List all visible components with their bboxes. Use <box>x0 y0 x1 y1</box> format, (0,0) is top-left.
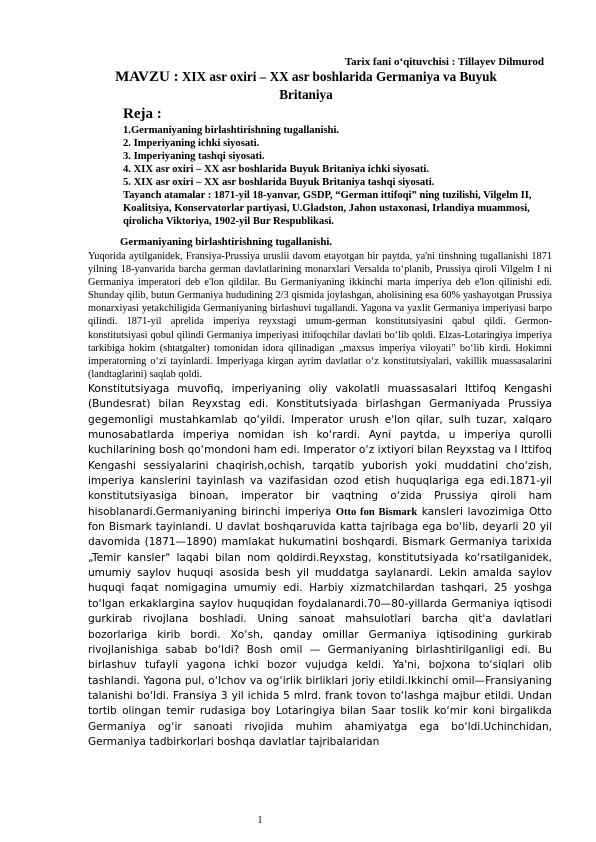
teacher-line: Tarix fani o‘qituvchisi : Tillayev Dilmurod <box>344 56 544 68</box>
intro-paragraph: Yuqorida aytilganidek, Fransiya-Prussiya uruslii davom etayotgan bir paytda, ya'ni tinshning tugallanishi 1871 yilning 18-yanvarida barcha german davlatlarining monarxlari Versalda to‘planib, Prussiya qiroli Vilgelm I ni Germaniya imperatori deb e'lon qildilar. Bu Germaniyaning ikkinchi marta imperiya deb e'lon qilinishi edi. Shunday qilib, butun Germaniya hududining 2/3 qismida joylashgan, aholisining esa 60% yashayotgan Prussiya monarxiyasi yetakchiligida Germaniyaning birlashuvi tugallandi. Yagona va yaxlit Germaniya imperiyasi barpo qilindi. 1871-yil aprelida imperiya reyxstagi umum-german konstitutsiyasini qabul qildi. Germon- konstitutsiyasi qobul qilindi Germaniya imperiyasi ittifoqchilar davlati bo‘lib qoldi. Elzas-Lotaringiya imperiya tarkibiga hokim (shtatgalter) tomonidan idora qilinadigan „maxsus imperiya viloyati" bo‘lib kirdi. Hokimni imperatorning o‘zi tayinlardi. Imperiyaga kirgan ayrim davlatlar o‘z konstitutsiyalari, vakillik muassasalarini (landtaglarini) saqlab qoldi. <box>88 251 552 380</box>
main-text-part1: Konstitutsiyaga muvofiq, imperiyaning oliy vakolatli muassasalari Ittifoq Kengashi (Bundesrat) bilan Reyxstag edi. Konstitutsiyada birlashgan Germaniyada Prussiya gegemonligi mustahkamlab qo‘yildi. Imperator urush e'lon qilar, sulh tuzar, xalqaro munosabatlarda imperiya nomidan ish ko‘rardi. Ayni paytda, u imperiya qurolli kuchilarining bosh qo‘mondoni ham edi. Imperator o‘z ixtiyori bilan Reyxstag va I Ittifoq Kengashi sessiyalarini chaqirish,ochish, tarqatib yuborish yoki muddatini cho‘zish, imperiya kanslerini tayinlash va vazifasidan ozod etish huquqlariga ega edi.1871-yil konstitutsiyasiga binoan, imperator bir vaqtning o‘zida Prussiya qiroli ham hisoblanardi.Germaniyaning birinchi imperiya <box>88 383 552 518</box>
bold-name: Otto fon Bismark <box>335 506 418 518</box>
lesson-plan <box>123 105 553 228</box>
plan-item: 2. Imperiyaning ichki siyosati. <box>123 138 260 149</box>
topic-label: MAVZU : <box>115 69 179 85</box>
section-heading: Germaniyaning birlashtirishning tugallanishi. <box>120 236 333 248</box>
key-terms: Tayanch atamalar : 1871-yil 18-yanvar, GSDP, “German ittifoqi” ning tuzilishi, Vilgelm II, Koalitsiya, Konservatorlar partiyasi, U.Gladston, Jahon ustaxonasi, Irlandiya muammosi, qirolicha Viktoriya, 1902-yil Bur Respublikasi. <box>123 190 532 227</box>
plan-title: Reja : <box>123 106 162 122</box>
main-text-part2: kansleri lavozimiga Otto fon Bismark tayinlandi. U davlat boshqaruvida katta tajribaga ega bo‘lib, deyarli 20 yil davomida (1871—1890) mamlakat hukumatini boshqardi. Bismark Germaniya tarixida „Temir kansler" laqabi bilan nom qoldirdi.Reyxstag, konstitutsiyada ko‘rsatilganidek, umumiy saylov huquqi asosida besh yil muddatga saylanardi. Lekin amalda saylov huquqi faqat nomigagina umumiy edi. Harbiy xizmatchilardan tashqari, 25 yoshga to‘lgan erkaklargina saylov huquqidan foydalanardi.70—80-yillarda Germaniya iqtisodi gurkirab rivojlana boshladi. Uning sanoat mahsulotlari barcha qit'a davlatlari bozorlariga kirib bordi. Xo‘sh, qanday omillar Germaniya iqtisodining gurkirab rivojlanishiga sabab bo‘ldi? Bosh omil — Germaniyaning birlashtirilganligi edi. Bu birlashuv tufayli yagona ichki bozor vujudga keldi. Ya'ni, bojxona to‘siqlari olib tashlandi. Yagona pul, o‘lchov va og‘irlik birliklari joriy etildi.Ikkinchi omil—Fransiyaning talanishi bo‘ldi. Fransiya 3 yil ichida 5 mlrd. frank tovon to‘lashga majbur etildi. Undan tortib olingan temir rudasiga boy Lotaringiya bilan Saar toslik ko‘mir koni birgalikda Germaniya og‘ir sanoati rivojida muhim ahamiyatga ega bo‘ldi.Uchinchidan, Germaniya tadbirkorlari boshqa davlatlar tajribalaridan <box>88 505 552 748</box>
page-number: 1 <box>257 815 263 826</box>
plan-item: 4. XIX asr oxiri – XX asr boshlarida Buyuk Britaniya ichki siyosati. <box>123 164 429 175</box>
main-paragraph <box>88 382 552 750</box>
topic-text: XIX asr oxiri – XX asr boshlarida Germaniya va Buyuk Britaniya <box>178 69 497 102</box>
plan-item: 5. XIX asr oxiri – XX asr boshlarida Buyuk Britaniya tashqi siyosati. <box>123 177 435 188</box>
plan-item: 1.Germaniyaning birlashtirishning tugallanishi. <box>123 125 340 136</box>
plan-item: 3. Imperiyaning tashqi siyosati. <box>123 151 265 162</box>
topic-title <box>100 68 512 103</box>
